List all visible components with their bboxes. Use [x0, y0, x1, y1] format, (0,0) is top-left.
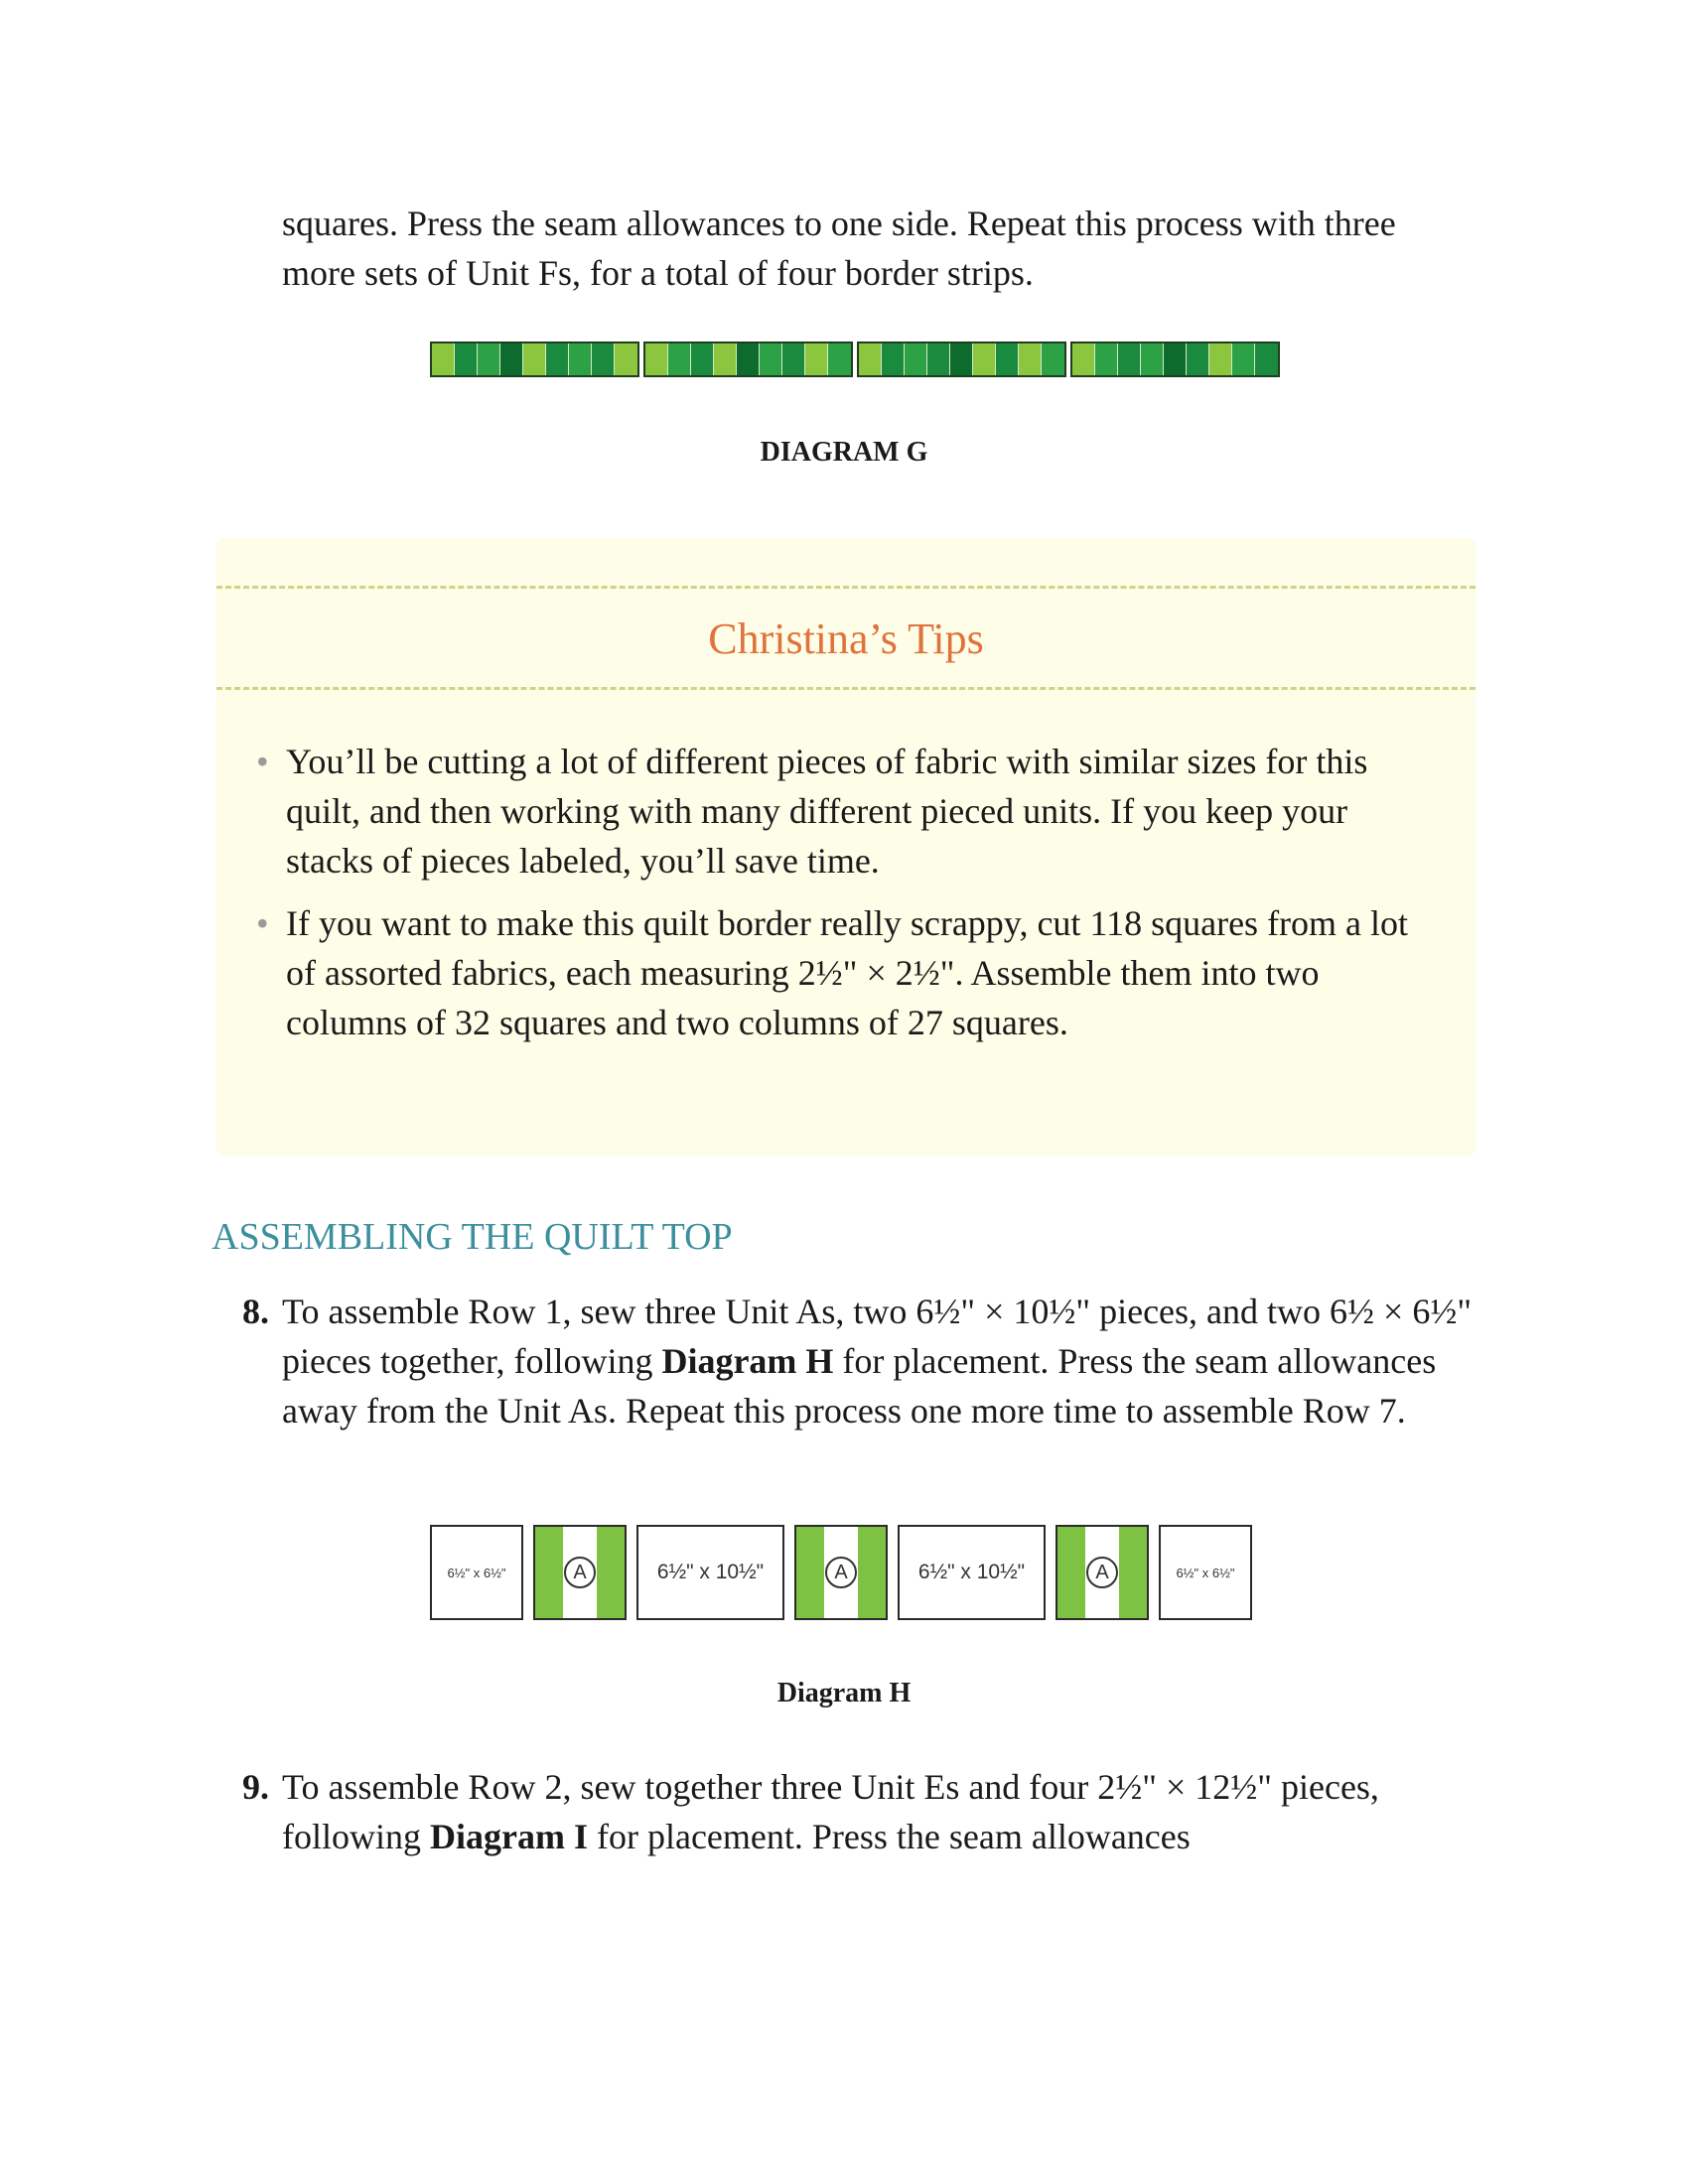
tips-box	[216, 538, 1476, 1156]
fabric-square	[592, 343, 615, 375]
step-text	[282, 1762, 1474, 1861]
diagram-h-row-layout	[430, 1525, 1252, 1620]
tips-list	[256, 737, 1428, 1060]
fabric-square	[882, 343, 905, 375]
bullet-icon: •	[256, 903, 269, 943]
bullet-icon: •	[256, 742, 269, 781]
fabric-square	[927, 343, 950, 375]
tip-item	[256, 737, 1428, 886]
piece-6x6: 6½" x 6½"	[430, 1525, 523, 1620]
step-9	[242, 1762, 1474, 1861]
step-text	[282, 1287, 1474, 1435]
diagram-reference: Diagram H	[661, 1341, 834, 1381]
unit-a-block	[533, 1525, 627, 1620]
tip-text: You’ll be cutting a lot of different pieces of fabric with similar sizes for this quilt, and then working with many different pieced units. If you keep your stacks of pieces labeled, you’ll save time.	[286, 742, 1368, 881]
fabric-square	[760, 343, 782, 375]
fabric-square	[714, 343, 737, 375]
diagram-h-caption: Diagram H	[776, 1678, 912, 1708]
fabric-square	[1118, 343, 1141, 375]
step-number: 8.	[242, 1292, 269, 1331]
step-text-part: for placement. Press the seam allowances	[587, 1817, 1191, 1856]
fabric-square	[1164, 343, 1187, 375]
diagram-g-border-strips	[430, 341, 1280, 377]
fabric-square	[1255, 343, 1278, 375]
piece-6x6: 6½" x 6½"	[1159, 1525, 1252, 1620]
fabric-square	[691, 343, 714, 375]
border-strip	[430, 341, 639, 377]
step-number: 9.	[242, 1767, 269, 1807]
fabric-square	[1141, 343, 1164, 375]
tips-bottom-divider	[216, 687, 1476, 690]
tip-item	[256, 898, 1428, 1047]
unit-a-block	[1055, 1525, 1149, 1620]
tip-text: If you want to make this quilt border really scrappy, cut 118 squares from a lot of assorted fabrics, each measuring 2½" × 2½". Assemble them into two columns of 32 squares and two columns of 27 squares.	[286, 903, 1409, 1042]
section-heading: ASSEMBLING THE QUILT TOP	[211, 1216, 733, 1258]
piece-6x10: 6½" x 10½"	[636, 1525, 784, 1620]
tips-title: Christina’s Tips	[708, 614, 984, 663]
tips-top-divider	[216, 586, 1476, 589]
step-text-part: To assemble Row 1, sew three Unit As, two 6½" × 10½" pieces, and two 6½ × 6½" pieces together, following	[282, 1292, 1473, 1381]
diagram-g-caption: DIAGRAM G	[760, 437, 928, 468]
fabric-square	[950, 343, 973, 375]
fabric-square	[1232, 343, 1255, 375]
fabric-square	[1095, 343, 1118, 375]
fabric-square	[737, 343, 760, 375]
fabric-square	[805, 343, 828, 375]
fabric-square	[546, 343, 569, 375]
fabric-square	[523, 343, 546, 375]
fabric-square	[668, 343, 691, 375]
fabric-square	[615, 343, 637, 375]
fabric-square	[455, 343, 478, 375]
fabric-square	[500, 343, 523, 375]
intro-paragraph: squares. Press the seam allowances to one side. Repeat this process with three more sets of Unit Fs, for a total of four border strips.	[282, 204, 1396, 293]
fabric-square	[432, 343, 455, 375]
step-text-part: To assemble Row 2, sew together three Unit Es and four 2½" × 12½" pieces, following	[282, 1767, 1379, 1856]
border-strip	[1070, 341, 1280, 377]
fabric-square	[1042, 343, 1064, 375]
diagram-reference: Diagram I	[430, 1817, 588, 1856]
fabric-square	[828, 343, 851, 375]
unit-a-block	[794, 1525, 888, 1620]
border-strip	[643, 341, 853, 377]
unit-a-label: A	[564, 1557, 596, 1588]
fabric-square	[859, 343, 882, 375]
fabric-square	[645, 343, 668, 375]
border-strip	[857, 341, 1066, 377]
fabric-square	[478, 343, 500, 375]
fabric-square	[973, 343, 996, 375]
fabric-square	[1209, 343, 1232, 375]
fabric-square	[1187, 343, 1209, 375]
fabric-square	[996, 343, 1019, 375]
fabric-square	[569, 343, 592, 375]
piece-6x10: 6½" x 10½"	[898, 1525, 1046, 1620]
fabric-square	[1072, 343, 1095, 375]
step-8	[242, 1287, 1474, 1435]
step-text-part: for placement. Press the seam allowances away from the Unit As. Repeat this process one more time to assemble Row 7.	[282, 1341, 1437, 1431]
unit-a-label: A	[1086, 1557, 1118, 1588]
fabric-square	[1019, 343, 1042, 375]
fabric-square	[905, 343, 927, 375]
unit-a-label: A	[825, 1557, 857, 1588]
fabric-square	[782, 343, 805, 375]
